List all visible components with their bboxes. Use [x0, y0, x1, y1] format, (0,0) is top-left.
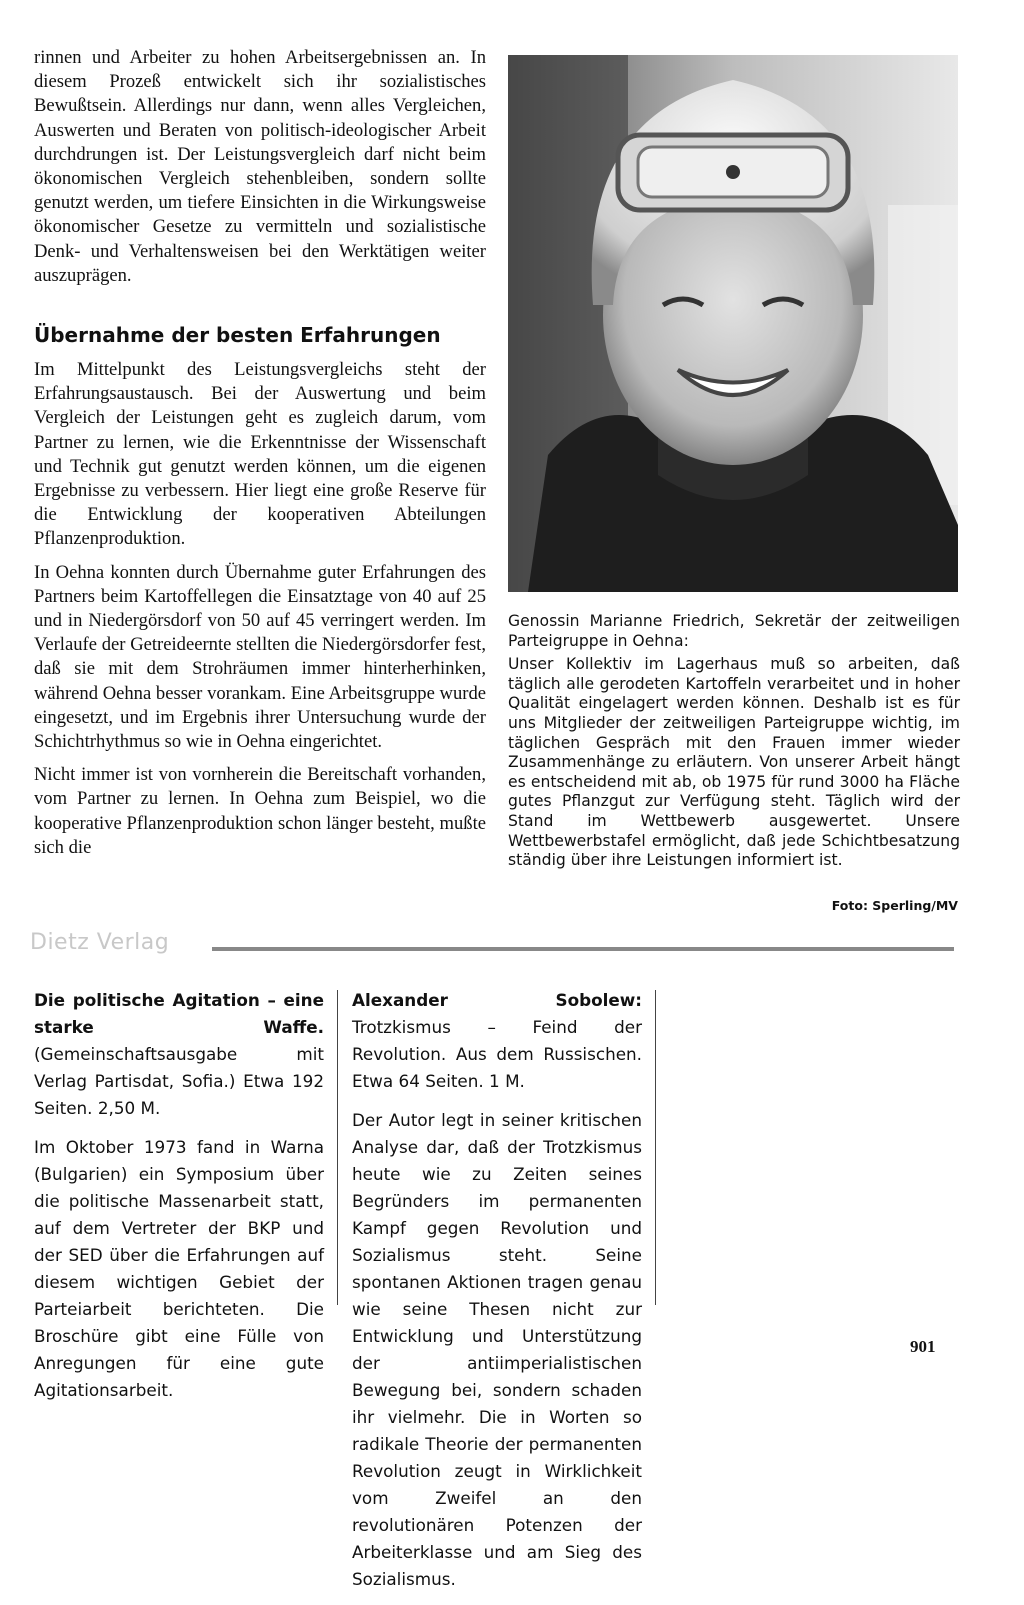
photo-credit: Foto: Sperling/MV: [831, 898, 958, 913]
column-divider: [655, 990, 656, 1305]
section-heading: Übernahme der besten Erfahrungen: [34, 323, 441, 348]
book-author: Alexander Sobolew:: [352, 990, 642, 1010]
photo-caption: [508, 612, 960, 875]
review-entry: [34, 987, 324, 1122]
review-text: Im Oktober 1973 fand in Warna (Bulgarien) ein Symposium über die politische Massenarbeit statt, auf dem Vertreter der BKP und der SED über die Erfahrungen auf diesem wichtigen Gebiet der Parteiarbeit berichteten. Die Broschüre gibt eine Fülle von Anregungen für eine gute Agitationsarbeit.: [34, 1137, 324, 1400]
review-entry: [352, 987, 642, 1095]
caption-quote: Unser Kollektiv im Lagerhaus muß so arbeiten, daß täglich alle gerodeten Kartoffeln verarbeitet und in hoher Qualität eingelagert werden können. Deshalb ist es für uns Mitglieder der zeitweiligen Parteigruppe wichtig, im täglichen Gespräch mit den Frauen immer wieder Zusammenhänge zu erläutern. Von unserer Arbeit hängt es entscheidend mit ab, ob 1975 für rund 3000 ha Fläche gutes Pflanzgut zur Verfügung steht. Täglich wird der Stand im Wettbewerb ausgewertet. Unsere Wettbewerbstafel ermöglicht, daß jede Schichtbesatzung ständig über ihre Leistungen informiert ist.: [508, 655, 960, 870]
caption-intro: Genossin Marianne Friedrich, Sekretär der zeitweiligen Parteigruppe in Oehna:: [508, 612, 960, 650]
article-paragraph: In Oehna konnten durch Übernahme guter Erfahrungen des Partners beim Kartoffellegen die Einsatztage von 40 auf 25 und in Niedergörsdorf von 50 auf 45 verringert werden. Im Verlaufe der Getreideernte stellten die Niedergörsdorfer fest, daß sie mit dem Strohräumen immer hinterherhinken, während Oehna besser vorankam. Eine Arbeitsgruppe wurde eingesetzt, und im Ergebnis ihrer Untersuchung wurde der Schichtrhythmus so wie in Oehna eingerichtet.: [34, 561, 486, 753]
book-title: Die politische Agitation – eine starke Waffe.: [34, 990, 324, 1037]
article-paragraph: rinnen und Arbeiter zu hohen Arbeitsergebnissen an. In diesem Prozeß entwickelt sich ihr sozialistisches Bewußtsein. Allerdings nur dann, wenn alles Vergleichen, Auswerten und Beraten von politisch-ideologischer Arbeit durchdrungen ist. Der Leistungsvergleich darf nicht beim ökonomischen Vergleich stehenbleiben, sondern sollte genutzt werden, um tiefere Einsichten in die Wirkungsweise ökonomischer Gesetze zu vermitteln und sozialistische Denk- und Verhaltensweisen bei den Werktätigen weiter auszuprägen.: [34, 47, 486, 286]
divider-rule: [212, 947, 954, 951]
article-paragraph: Nicht immer ist von vornherein die Bereitschaft vorhanden, vom Partner zu lernen. In Oehna zum Beispiel, wo die kooperative Pflanzenproduktion schon länger besteht, mußte sich die: [34, 764, 486, 858]
publisher-logo: Dietz Verlag: [30, 930, 170, 955]
book-meta: (Gemeinschaftsausgabe mit Verlag Partisdat, Sofia.) Etwa 192 Seiten. 2,50 M.: [34, 1044, 324, 1118]
article-paragraph: Im Mittelpunkt des Leistungsvergleichs steht der Erfahrungsaustausch. Bei der Auswertung und beim Vergleich der Leistungen geht es zugleich darum, vom Partner zu lernen, wie die Erkenntnisse der Wissenschaft und Technik gut genutzt werden können, um die eigenen Ergebnisse zu verbessern. Hier liegt eine große Reserve für die Entwicklung der kooperativen Abteilungen Pflanzenproduktion.: [34, 359, 486, 550]
page-number: 901: [910, 1337, 936, 1356]
article-column: [34, 46, 486, 869]
review-column-2: [352, 987, 642, 1605]
column-divider: [337, 990, 338, 1305]
photo-illustration: [508, 55, 958, 592]
book-meta: Trotzkismus – Feind der Revolution. Aus dem Russischen. Etwa 64 Seiten. 1 M.: [352, 1017, 642, 1091]
portrait-photo: [508, 55, 958, 592]
review-column-1: [34, 987, 324, 1416]
review-text: Der Autor legt in seiner kritischen Analyse dar, daß der Trotzkismus heute wie zu Zeiten seines Begründers im permanenten Kampf gegen Revolution und Sozialismus steht. Seine spontanen Aktionen tragen genau wie seine Thesen nicht zur Entwicklung und Unterstützung der antiimperialistischen Bewegung bei, sondern schaden ihr vielmehr. Die in Worten so radikale Theorie der permanenten Revolution zeugt in Wirklichkeit vom Zweifel an den revolutionären Potenzen der Arbeiterklasse und am Sieg des Sozialismus.: [352, 1110, 642, 1589]
